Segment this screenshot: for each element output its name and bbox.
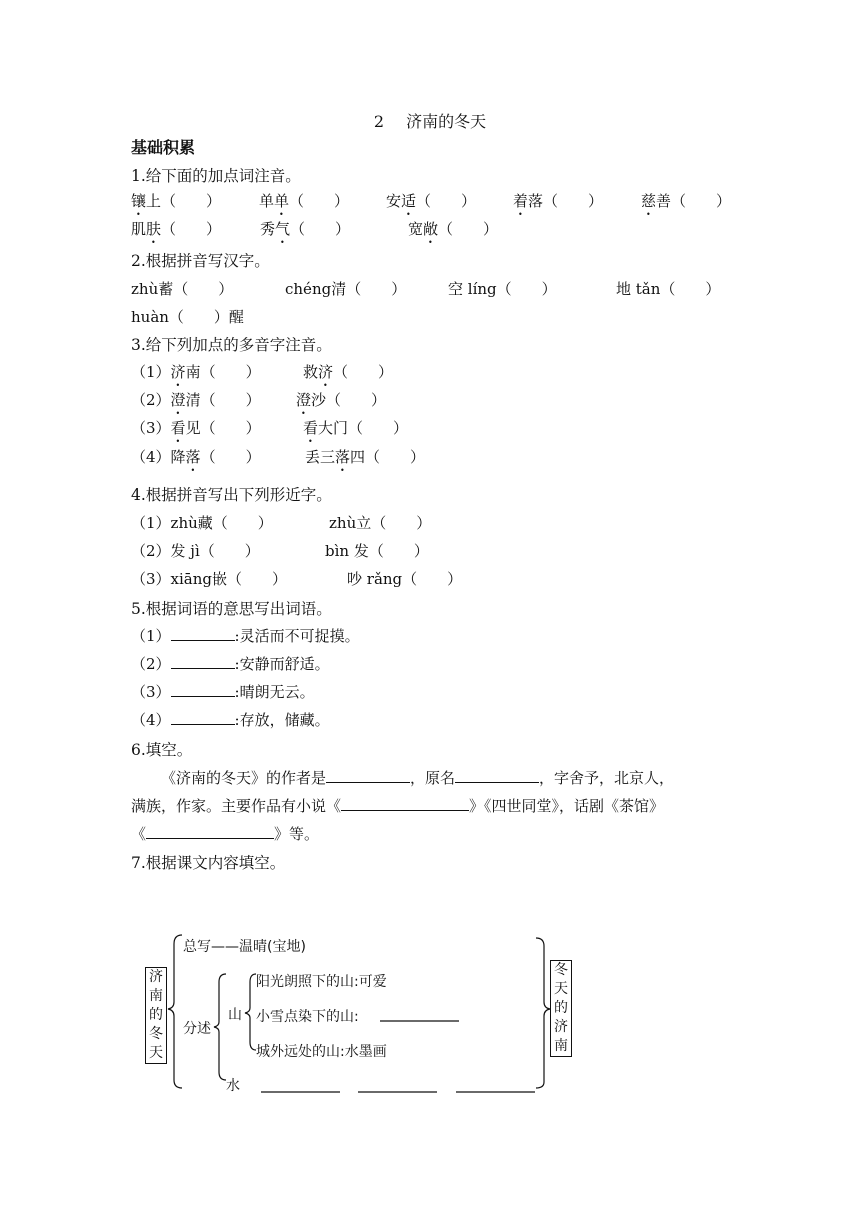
q5-num: （3） [131,683,171,701]
dotted-word-item: （3）看见（ ） [131,419,261,437]
q5-heading: 5.根据词语的意思写出词语。 [131,600,332,618]
dotted-char: 镶 [131,192,147,210]
dotted-char: 适 [401,192,417,210]
q2-item: 地 tǎn（ ） [616,280,721,298]
q2-item: 空 líng（ ） [448,280,557,298]
q5-num: （2） [131,655,171,673]
dotted-char: 气 [275,220,291,238]
dotted-word-item: 救济（ ） [303,363,394,381]
page-title [0,109,860,132]
dotted-word-item: 肌肤（ ） [131,220,222,238]
dotted-word-item: 澄沙（ ） [296,391,387,409]
q2-item: zhù蓄（ ） [131,280,234,298]
dotted-word-item: 宽敞（ ） [408,220,499,238]
q2-heading: 2.根据拼音写汉字。 [131,252,270,270]
q5-row [131,653,330,674]
dotted-char: 看 [170,419,186,437]
dotted-word-item: 单单（ ） [259,192,350,210]
q1-heading: 1.给下面的加点词注音。 [131,167,301,185]
dotted-char: 济 [170,363,186,381]
shan-item: 阳光朗照下的山:可爱 [256,974,387,990]
q5-def: :灵活而不可捉摸。 [234,627,360,645]
q6-text: 》《四世同堂》，话剧《茶馆》 [469,797,665,815]
q5-num: （4） [131,711,171,729]
q6-text: ，原名 [410,769,456,787]
dotted-word-item: 慈善（ ） [641,192,732,210]
q4-item: （3）xiāng嵌（ ） [131,570,288,588]
q6-text: 《济南的冬天》的作者是 [161,769,327,787]
dotted-char: 看 [303,419,319,437]
zongxie-label: 总写——温晴(宝地) [183,939,306,955]
dotted-char: 落 [185,448,201,466]
structure-diagram [140,930,580,1100]
q5-row [131,709,330,730]
dotted-char: 敞 [423,220,439,238]
dotted-word-item: 安适（ ） [386,192,477,210]
lesson-number: 2 [373,112,385,131]
dotted-char: 澄 [296,391,312,409]
shan-item: 城外远处的山:水墨画 [256,1044,387,1060]
q6-text: 满族，作家。主要作品有小说《 [131,797,342,815]
q5-row [131,681,315,702]
dotted-char: 肤 [146,220,162,238]
fenshu-label: 分述 [183,1021,211,1037]
dotted-word-item: 丢三落四（ ） [305,448,426,466]
q2-item: huàn（ ）醒 [131,308,244,326]
dotted-char: 单 [274,192,290,210]
dotted-char: 着 [513,192,529,210]
answer-blank[interactable] [326,767,410,783]
lesson-title: 济南的冬天 [406,112,487,131]
q5-def: :安静而舒适。 [234,655,330,673]
dotted-char: 澄 [170,391,186,409]
q4-item: 吵 rǎng（ ） [347,570,463,588]
q4-item: （1）zhù藏（ ） [131,514,273,532]
right-title-box: 冬天的济南 [550,960,572,1057]
shui-label: 水 [226,1078,240,1094]
q6-line2 [131,795,664,816]
answer-blank[interactable] [146,823,274,839]
q5-def: :存放，储藏。 [234,711,330,729]
q6-text: ，字舍予，北京人， [539,769,675,787]
dotted-word-item: 着落（ ） [513,192,604,210]
q4-heading: 4.根据拼音写出下列形近字。 [131,486,332,504]
q5-row [131,625,360,646]
left-title-box: 济南的冬天 [145,967,167,1064]
q6-line1 [161,767,674,788]
section-heading: 基础积累 [131,138,196,157]
q7-heading: 7.根据课文内容填空。 [131,854,286,872]
answer-blank[interactable] [171,709,235,725]
answer-blank[interactable] [171,653,235,669]
q6-text: 《 [131,825,147,843]
dotted-char: 济 [318,363,334,381]
q4-item: （2）发 jì（ ） [131,542,260,560]
dotted-word-item: （1）济南（ ） [131,363,261,381]
answer-blank[interactable] [341,795,469,811]
q2-item: chéng清（ ） [285,280,407,298]
q4-item: zhù立（ ） [329,514,432,532]
q6-line3 [131,823,319,844]
dotted-char: 落 [335,448,351,466]
dotted-word-item: （4）降落（ ） [131,448,261,466]
answer-blank[interactable] [171,681,235,697]
shan-label: 山 [228,1007,242,1023]
q6-text: 》等。 [274,825,320,843]
q5-num: （1） [131,627,171,645]
dotted-word-item: 镶上（ ） [131,192,222,210]
answer-blank[interactable] [455,767,539,783]
shan-item: 小雪点染下的山: [256,1009,359,1025]
dotted-word-item: 秀气（ ） [260,220,351,238]
dotted-word-item: 看大门（ ） [303,419,409,437]
q6-heading: 6.填空。 [131,741,193,759]
q5-def: :晴朗无云。 [234,683,315,701]
dotted-word-item: （2）澄清（ ） [131,391,261,409]
q3-heading: 3.给下列加点的多音字注音。 [131,336,332,354]
q4-item: bìn 发（ ） [325,542,429,560]
answer-blank[interactable] [171,625,235,641]
dotted-char: 慈 [641,192,657,210]
